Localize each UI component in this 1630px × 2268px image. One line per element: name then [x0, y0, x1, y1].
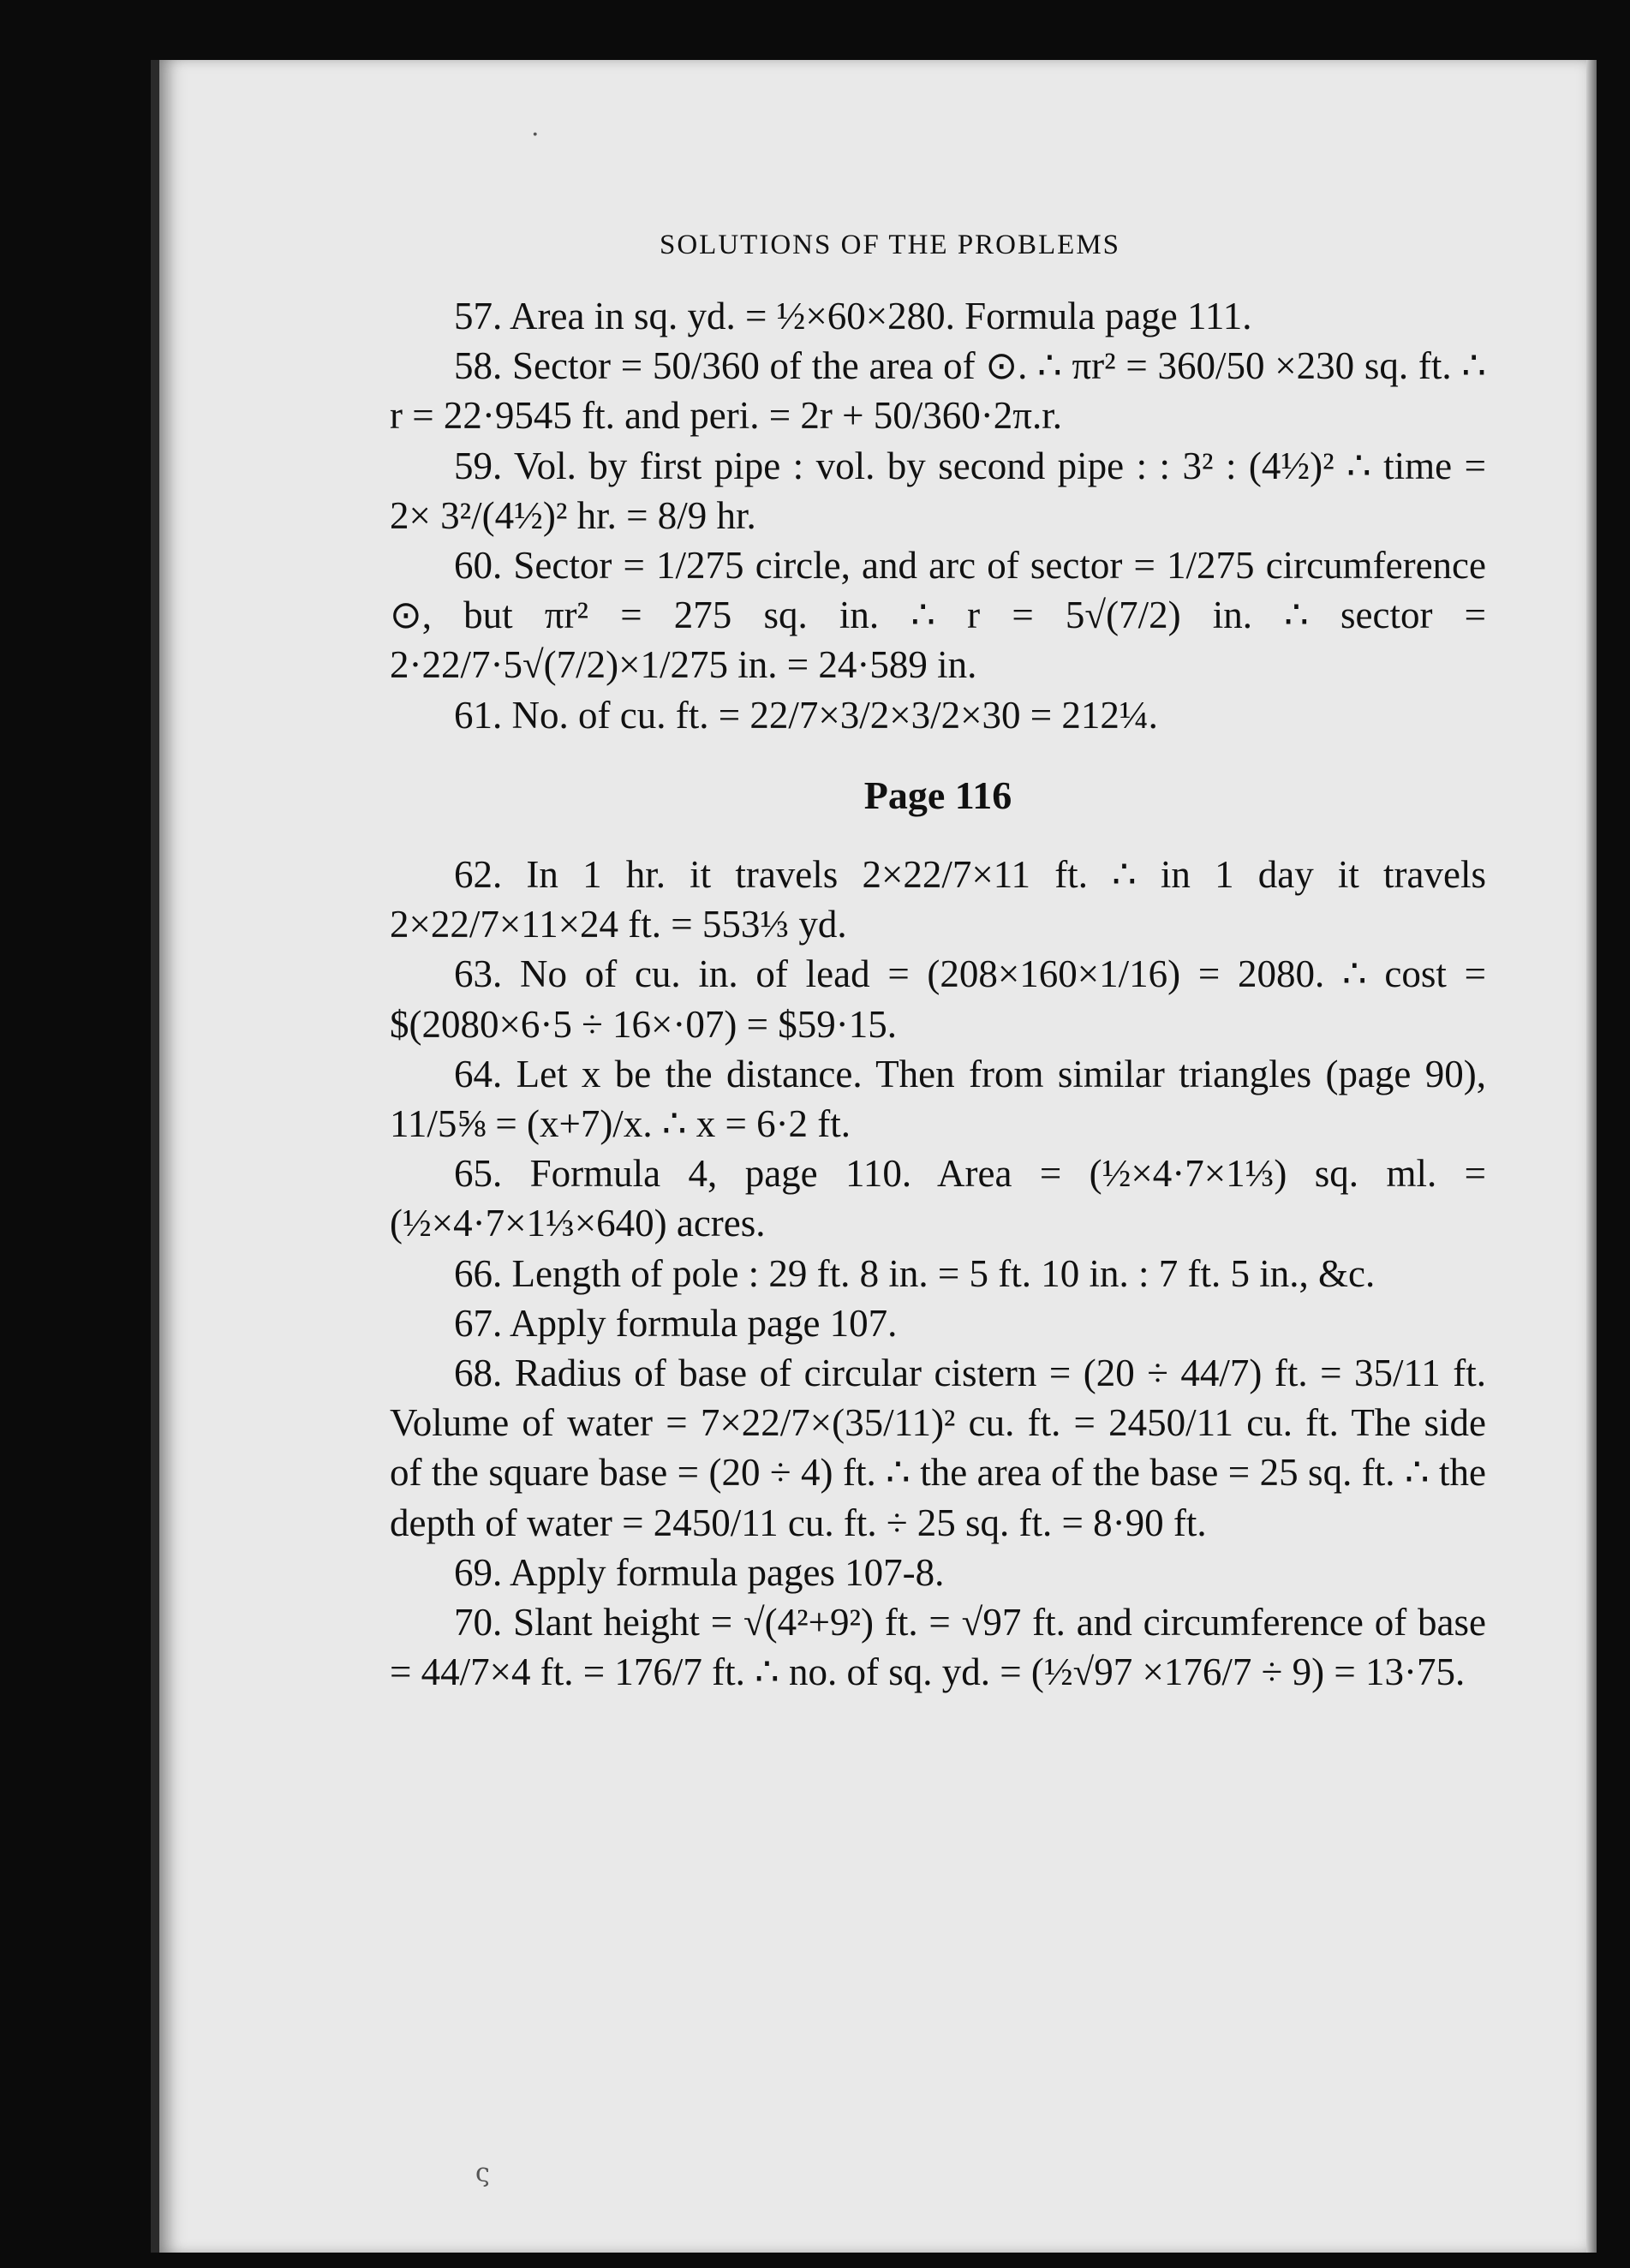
solution-67: 67. Apply formula page 107.: [454, 1301, 898, 1345]
scan-speck: ς: [475, 2158, 490, 2188]
solution-62: 62. In 1 hr. it travels 2×22/7×11 ft. ∴ in 1 day it travels 2×22/7×11×24 ft. = 553⅓ yd.: [390, 853, 1486, 946]
solution-59: 59. Vol. by first pipe : vol. by second pipe : : 3² : (4½)² ∴ time = 2× 3²/(4½)² hr. = 8/9 hr.: [390, 444, 1486, 537]
page-heading: Page 116: [863, 773, 1012, 817]
solution-63: 63. No of cu. in. of lead = (208×160×1/16) = 2080. ∴ cost = $(2080×6·5 ÷ 16×·07) = $59·15.: [390, 952, 1486, 1046]
solution-61: 61. No. of cu. ft. = 22/7×3/2×3/2×30 = 212¼.: [454, 693, 1158, 737]
solution-57: 57. Area in sq. yd. = ½×60×280. Formula page 111.: [454, 295, 1252, 337]
scan-speck: ·: [531, 120, 540, 150]
page-edge: [1586, 60, 1597, 2253]
solutions-text: [390, 291, 1486, 1697]
solution-69: 69. Apply formula pages 107-8.: [454, 1550, 945, 1594]
solution-70: 70. Slant height = √(4²+9²) ft. = √97 ft. and circumference of base = 44/7×4 ft. = 176/7 ft. ∴ no. of sq. yd. = (½√97 ×176/7 ÷ 9) = 13·75.: [390, 1601, 1486, 1694]
solution-60: 60. Sector = 1/275 circle, and arc of sector = 1/275 circumference ⊙, but πr² = 275 sq. in. ∴ r = 5√(7/2) in. ∴ sector = 2·22/7·5√(7/2)×1/275 in. = 24·589 in.: [390, 544, 1486, 687]
solution-66: 66. Length of pole : 29 ft. 8 in. = 5 ft. 10 in. : 7 ft. 5 in., &c.: [454, 1251, 1376, 1295]
solution-64: 64. Let x be the distance. Then from similar triangles (page 90), 11/5⅝ = (x+7)/x. ∴ x = 6·2 ft.: [390, 1052, 1486, 1146]
solution-68: 68. Radius of base of circular cistern = (20 ÷ 44/7) ft. = 35/11 ft. Volume of water = 7×22/7×(35/11)² cu. ft. = 2450/11 cu. ft. The side of the square base = (20 ÷ 4) ft. ∴ the area of the base = 25 sq. ft. ∴ the depth of water = 2450/11 cu. ft. ÷ 25 sq. ft. = 8·90 ft.: [390, 1352, 1486, 1544]
solution-58: 58. Sector = 50/360 of the area of ⊙. ∴ πr² = 360/50 ×230 sq. ft. ∴ r = 22·9545 ft. and peri. = 2r + 50/360·2π.r.: [390, 344, 1486, 438]
solution-65: 65. Formula 4, page 110. Area = (½×4·7×1⅓) sq. ml. = (½×4·7×1⅓×640) acres.: [390, 1152, 1486, 1245]
running-head: SOLUTIONS OF THE PROBLEMS: [660, 230, 1121, 260]
